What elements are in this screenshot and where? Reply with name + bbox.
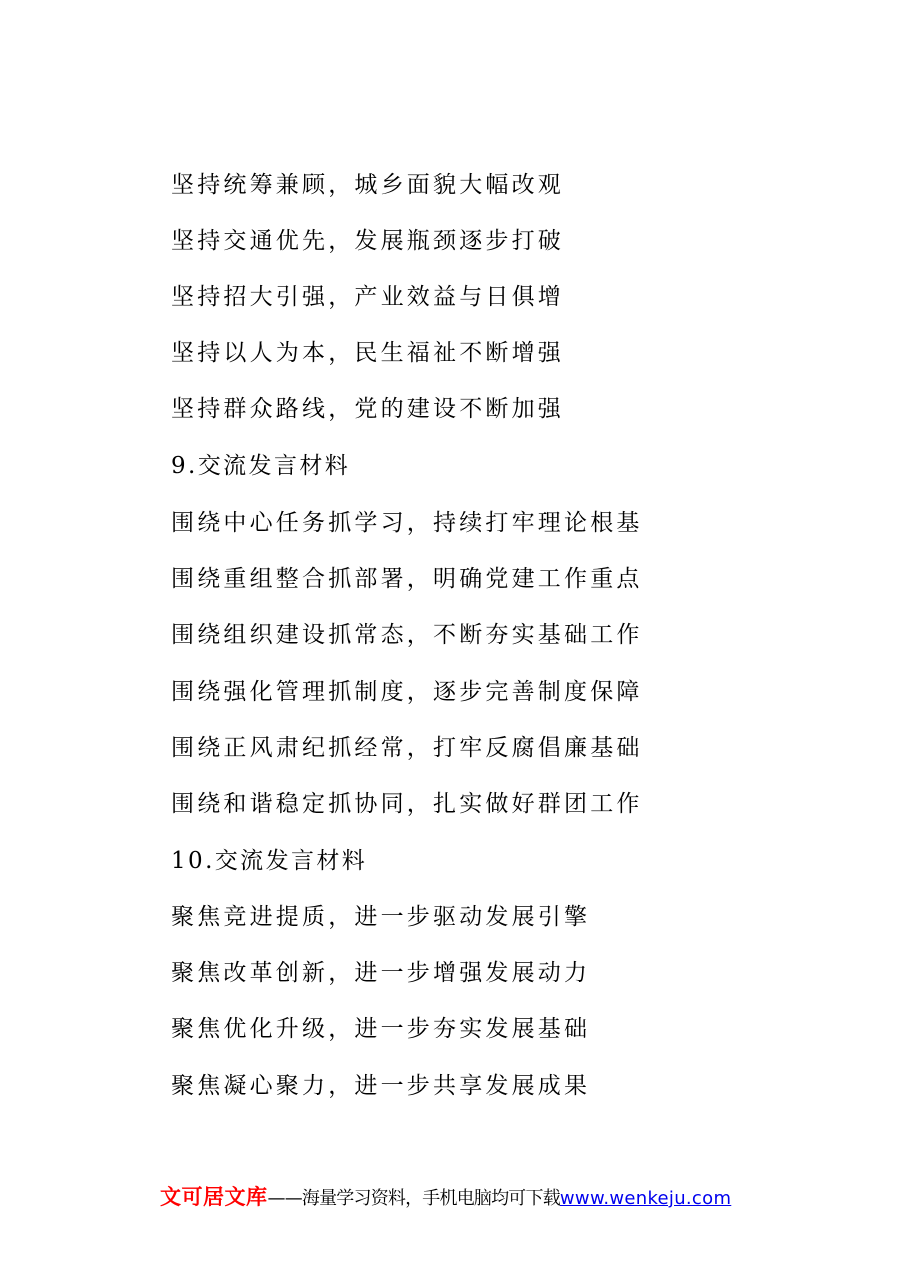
section-9-item: 围绕组织建设抓常态，不断夯实基础工作 — [171, 622, 643, 648]
footer-tagline: ——海量学习资料，手机电脑均可下载 — [267, 1188, 560, 1209]
footer-brand: 文可居文库 — [160, 1185, 268, 1209]
text-line: 坚持招大引强，产业效益与日俱增 — [171, 284, 564, 310]
footer-banner — [160, 1181, 731, 1213]
text-line: 坚持统筹兼顾，城乡面貌大幅改观 — [171, 172, 564, 198]
section-10-item: 聚焦优化升级，进一步夯实发展基础 — [171, 1016, 591, 1042]
section-10-item: 聚焦凝心聚力，进一步共享发展成果 — [171, 1073, 591, 1099]
section-10-heading: 10.交流发言材料 — [171, 848, 368, 874]
section-9-heading: 9.交流发言材料 — [171, 453, 351, 479]
text-line: 坚持群众路线，党的建设不断加强 — [171, 396, 564, 422]
footer-website-link[interactable]: www.wenkeju.com — [559, 1188, 732, 1209]
text-line: 坚持交通优先，发展瓶颈逐步打破 — [171, 228, 564, 254]
section-9-item: 围绕正风肃纪抓经常，打牢反腐倡廉基础 — [171, 735, 643, 761]
section-10-item: 聚焦竞进提质，进一步驱动发展引擎 — [171, 904, 591, 930]
section-9-item: 围绕重组整合抓部署，明确党建工作重点 — [171, 566, 643, 592]
section-9-item: 围绕中心任务抓学习，持续打牢理论根基 — [171, 510, 643, 536]
text-line: 坚持以人为本，民生福祉不断增强 — [171, 340, 564, 366]
section-10-item: 聚焦改革创新，进一步增强发展动力 — [171, 960, 591, 986]
section-9-item: 围绕和谐稳定抓协同，扎实做好群团工作 — [171, 791, 643, 817]
section-9-item: 围绕强化管理抓制度，逐步完善制度保障 — [171, 679, 643, 705]
